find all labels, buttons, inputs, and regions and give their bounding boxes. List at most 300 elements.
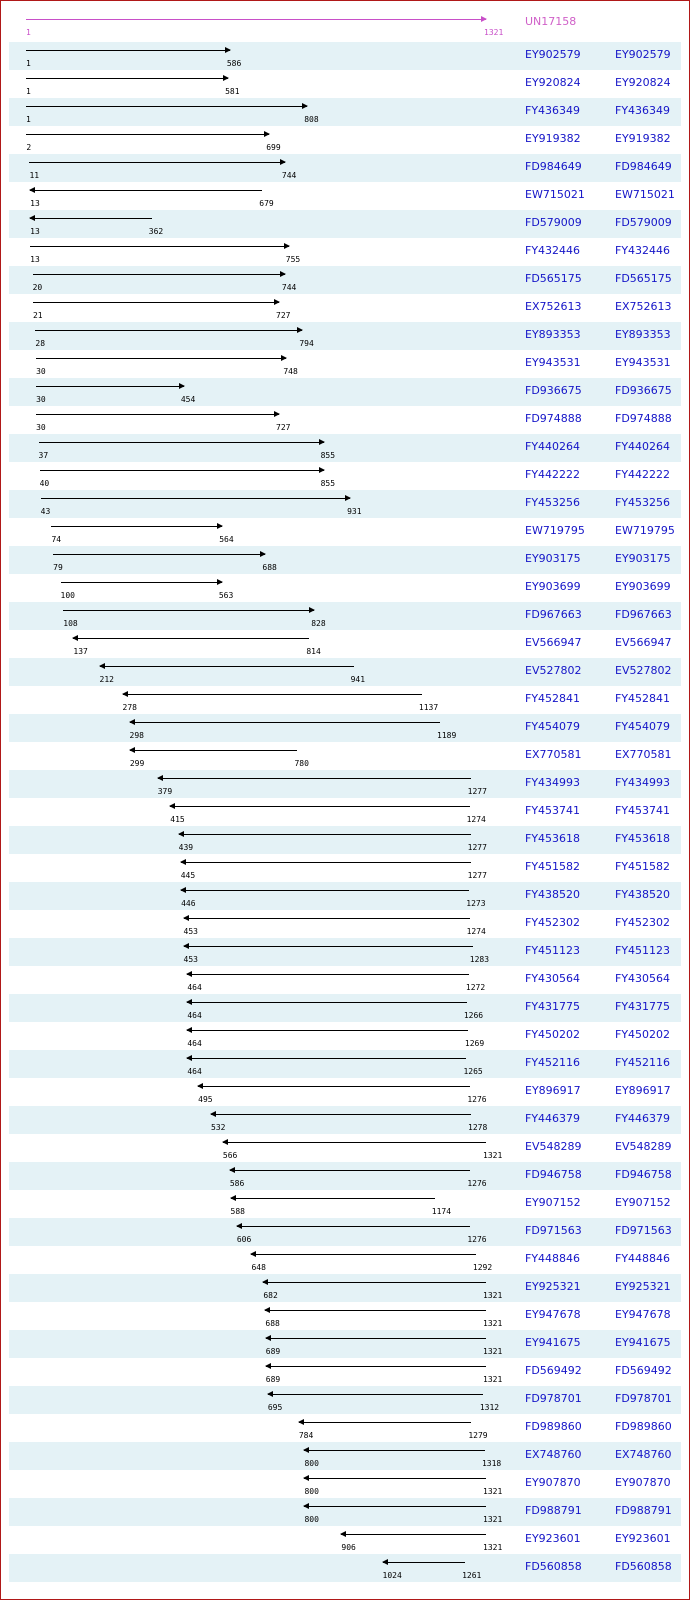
accession-link-secondary[interactable]: FY453256 (615, 496, 671, 509)
accession-link[interactable]: FY434993 (525, 776, 581, 789)
end-position-label: 1276 (467, 1235, 487, 1244)
start-position-label: 800 (304, 1515, 319, 1524)
arrow-left-icon (262, 1279, 268, 1285)
arrow-left-icon (236, 1223, 242, 1229)
accession-link[interactable]: FY454079 (525, 720, 581, 733)
arrow-right-icon (319, 439, 325, 445)
accession-link[interactable]: EV566947 (525, 636, 582, 649)
accession-link-secondary[interactable]: FD967663 (615, 608, 672, 621)
accession-link[interactable]: EY893353 (525, 328, 581, 341)
accession-link-secondary[interactable]: EY923601 (615, 1532, 671, 1545)
start-position-label: 298 (129, 731, 144, 740)
accession-link[interactable]: FY448846 (525, 1252, 581, 1265)
alignment-row (9, 322, 681, 350)
end-position-label: 1273 (466, 899, 486, 908)
accession-link[interactable]: FY436349 (525, 104, 581, 117)
start-position-label: 532 (211, 1123, 226, 1132)
start-position-label: 446 (181, 899, 196, 908)
accession-link[interactable]: FD936675 (525, 384, 582, 397)
accession-link-secondary[interactable]: EY893353 (615, 328, 671, 341)
accession-link[interactable]: EY943531 (525, 356, 581, 369)
alignment-row (9, 910, 681, 938)
end-position-label: 1321 (483, 1319, 503, 1328)
end-position-label: 1276 (467, 1095, 487, 1104)
accession-link-secondary[interactable]: EY943531 (615, 356, 671, 369)
end-position-label: 855 (320, 451, 336, 460)
accession-link[interactable]: FY431775 (525, 1000, 581, 1013)
alignment-bar (130, 750, 298, 751)
start-position-label: 415 (170, 815, 185, 824)
accession-link[interactable]: FD974888 (525, 412, 582, 425)
start-position-label: 566 (222, 1151, 238, 1160)
accession-link[interactable]: FY452116 (525, 1056, 581, 1069)
accession-link[interactable]: FY450202 (525, 1028, 581, 1041)
start-position-label: 439 (178, 843, 194, 852)
start-position-label: 453 (183, 927, 198, 936)
accession-link[interactable]: FD579009 (525, 216, 582, 229)
arrow-left-icon (29, 187, 35, 193)
accession-link-secondary[interactable]: FY446379 (615, 1112, 671, 1125)
reference-start-label: 1 (26, 28, 31, 37)
accession-link-secondary[interactable]: EX752613 (615, 300, 672, 313)
end-position-label: 563 (218, 591, 234, 600)
accession-link-secondary[interactable]: FY430564 (615, 972, 671, 985)
accession-link-secondary[interactable]: FY438520 (615, 888, 671, 901)
start-position-label: 278 (122, 703, 137, 712)
accession-link-secondary[interactable]: FD579009 (615, 216, 672, 229)
start-position-label: 21 (32, 311, 43, 320)
accession-link-secondary[interactable]: FY453618 (615, 832, 671, 845)
arrow-right-icon (274, 411, 280, 417)
alignment-bar (100, 666, 354, 667)
alignment-row (9, 350, 681, 378)
accession-link[interactable]: FY453618 (525, 832, 581, 845)
start-position-label: 11 (29, 171, 40, 180)
accession-link[interactable]: FD967663 (525, 608, 582, 621)
arrow-left-icon (72, 635, 78, 641)
alignment-bar (299, 1422, 472, 1423)
arrow-right-icon (297, 327, 303, 333)
start-position-label: 688 (265, 1319, 280, 1328)
alignment-row (9, 378, 681, 406)
alignment-bar (187, 1030, 468, 1031)
arrow-left-icon (99, 663, 105, 669)
accession-link[interactable]: FY451123 (525, 944, 581, 957)
alignment-row (9, 1302, 681, 1330)
start-position-label: 682 (263, 1291, 278, 1300)
accession-link-secondary[interactable]: FD560858 (615, 1560, 672, 1573)
alignment-bar (36, 414, 279, 415)
alignment-bar (304, 1450, 485, 1451)
accession-link[interactable]: FY432446 (525, 244, 581, 257)
alignment-row (9, 966, 681, 994)
arrow-right-icon (225, 47, 231, 53)
accession-link-secondary[interactable]: FY452841 (615, 692, 671, 705)
alignment-bar (268, 1394, 483, 1395)
alignment-bar (61, 582, 222, 583)
arrow-left-icon (264, 1307, 270, 1313)
accession-link-secondary[interactable]: EW715021 (615, 188, 675, 201)
accession-link[interactable]: EW719795 (525, 524, 585, 537)
accession-link-secondary[interactable]: EV566947 (615, 636, 672, 649)
arrow-left-icon (169, 803, 175, 809)
end-position-label: 1276 (467, 1179, 487, 1188)
arrow-left-icon (129, 747, 135, 753)
alignment-row (9, 686, 681, 714)
alignment-row (9, 1414, 681, 1442)
alignment-bar (170, 806, 469, 807)
accession-link-secondary[interactable]: FD971563 (615, 1224, 672, 1237)
start-position-label: 299 (129, 759, 145, 768)
accession-link-secondary[interactable]: FY436349 (615, 104, 671, 117)
end-position-label: 727 (276, 311, 291, 320)
start-position-label: 588 (230, 1207, 245, 1216)
alignment-bar (181, 890, 469, 891)
reference-row (9, 0, 681, 37)
alignment-bar (33, 302, 279, 303)
start-position-label: 689 (265, 1375, 281, 1384)
alignment-bar (383, 1562, 466, 1563)
accession-link[interactable]: FY438520 (525, 888, 581, 901)
arrow-right-icon (281, 355, 287, 361)
alignment-bar (39, 442, 324, 443)
alignment-bar (265, 1310, 486, 1311)
arrow-left-icon (229, 1167, 235, 1173)
accession-link-secondary[interactable]: FY451582 (615, 860, 671, 873)
arrow-left-icon (29, 215, 35, 221)
alignment-bar (341, 1534, 486, 1535)
end-position-label: 688 (262, 563, 277, 572)
accession-link-secondary[interactable]: FD936675 (615, 384, 672, 397)
arrow-right-icon (309, 607, 315, 613)
accession-link-secondary[interactable]: FD946758 (615, 1168, 672, 1181)
arrow-left-icon (265, 1363, 271, 1369)
accession-link-secondary[interactable]: FD565175 (615, 272, 672, 285)
alignment-row (9, 1078, 681, 1106)
accession-link[interactable]: FY453741 (525, 804, 581, 817)
accession-link-secondary[interactable]: EY920824 (615, 76, 671, 89)
accession-link-secondary[interactable]: FD569492 (615, 1364, 672, 1377)
arrow-left-icon (298, 1419, 304, 1425)
arrow-left-icon (186, 1027, 192, 1033)
accession-link[interactable]: EY896917 (525, 1084, 581, 1097)
end-position-label: 1274 (466, 927, 486, 936)
accession-link[interactable]: EV527802 (525, 664, 582, 677)
start-position-label: 79 (53, 563, 63, 572)
accession-link[interactable]: FY440264 (525, 440, 581, 453)
alignment-row (9, 546, 681, 574)
end-position-label: 1269 (464, 1039, 485, 1048)
accession-link[interactable]: EV548289 (525, 1140, 582, 1153)
start-position-label: 37 (38, 451, 49, 460)
accession-link[interactable]: EW715021 (525, 188, 585, 201)
end-position-label: 1318 (481, 1459, 502, 1468)
start-position-label: 13 (30, 255, 40, 264)
accession-link[interactable]: EX752613 (525, 300, 582, 313)
alignment-bar (40, 470, 324, 471)
arrow-left-icon (382, 1559, 388, 1565)
accession-link-secondary[interactable]: EX748760 (615, 1448, 672, 1461)
accession-link-secondary[interactable]: EW719795 (615, 524, 675, 537)
end-position-label: 941 (350, 675, 366, 684)
accession-link-secondary[interactable]: FY440264 (615, 440, 671, 453)
accession-link[interactable]: EX770581 (525, 748, 582, 761)
accession-link-secondary[interactable]: FY431775 (615, 1000, 671, 1013)
accession-link-secondary[interactable]: EY941675 (615, 1336, 671, 1349)
start-position-label: 13 (30, 199, 40, 208)
end-position-label: 808 (304, 115, 319, 124)
accession-link-secondary[interactable]: EY903699 (615, 580, 671, 593)
accession-link[interactable]: EY947678 (525, 1308, 581, 1321)
accession-link-secondary[interactable]: EV548289 (615, 1140, 672, 1153)
alignment-row (9, 770, 681, 798)
arrow-left-icon (265, 1335, 271, 1341)
alignment-bar (30, 218, 152, 219)
alignment-bar (158, 778, 471, 779)
accession-link-secondary[interactable]: EY925321 (615, 1280, 671, 1293)
accession-link[interactable]: FD978701 (525, 1392, 582, 1405)
accession-link-secondary[interactable]: FD989860 (615, 1420, 672, 1433)
arrow-left-icon (183, 915, 189, 921)
start-position-label: 689 (265, 1347, 281, 1356)
alignment-bar (263, 1282, 486, 1283)
end-position-label: 748 (283, 367, 298, 376)
accession-link-secondary[interactable]: FY451123 (615, 944, 671, 957)
end-position-label: 1312 (479, 1403, 500, 1412)
accession-link[interactable]: EY923601 (525, 1532, 581, 1545)
start-position-label: 800 (304, 1459, 319, 1468)
alignment-bar (123, 694, 422, 695)
end-position-label: 1266 (463, 1011, 484, 1020)
accession-link-secondary[interactable]: FD984649 (615, 160, 672, 173)
accession-link-secondary[interactable]: EY902579 (615, 48, 671, 61)
accession-link[interactable]: FD989860 (525, 1420, 582, 1433)
reference-end-label: 1321 (484, 28, 504, 37)
accession-link-secondary[interactable]: FY434993 (615, 776, 671, 789)
alignment-row (9, 294, 681, 322)
arrow-right-icon (319, 467, 325, 473)
end-position-label: 362 (148, 227, 164, 236)
accession-link[interactable]: FD971563 (525, 1224, 582, 1237)
alignment-row (9, 574, 681, 602)
alignment-row (9, 994, 681, 1022)
arrow-right-icon (274, 299, 280, 305)
alignment-row (9, 1106, 681, 1134)
alignment-bar (51, 526, 222, 527)
alignment-bar (237, 1226, 470, 1227)
arrow-left-icon (186, 1055, 192, 1061)
arrow-left-icon (178, 831, 184, 837)
alignment-row (9, 742, 681, 770)
accession-link-secondary[interactable]: EV527802 (615, 664, 672, 677)
accession-link-secondary[interactable]: FY448846 (615, 1252, 671, 1265)
alignment-bar (187, 974, 469, 975)
arrow-right-icon (481, 16, 487, 22)
accession-link[interactable]: FY452302 (525, 916, 581, 929)
accession-link-secondary[interactable]: FY452302 (615, 916, 671, 929)
end-position-label: 1278 (468, 1123, 488, 1132)
accession-link[interactable]: EY920824 (525, 76, 581, 89)
alignment-bar (73, 638, 309, 639)
alignment-row (9, 434, 681, 462)
accession-link-secondary[interactable]: FY450202 (615, 1028, 671, 1041)
arrow-left-icon (186, 971, 192, 977)
start-position-label: 13 (30, 227, 40, 236)
accession-link-secondary[interactable]: FD974888 (615, 412, 672, 425)
accession-link-secondary[interactable]: EY907152 (615, 1196, 671, 1209)
alignment-row (9, 714, 681, 742)
accession-link[interactable]: FY452841 (525, 692, 581, 705)
start-position-label: 464 (187, 983, 202, 992)
alignment-row (9, 406, 681, 434)
end-position-label: 586 (226, 59, 242, 68)
accession-link-secondary[interactable]: FD978701 (615, 1392, 672, 1405)
accession-link[interactable]: FD984649 (525, 160, 582, 173)
alignment-row (9, 1386, 681, 1414)
accession-link[interactable]: FY451582 (525, 860, 581, 873)
end-position-label: 828 (311, 619, 326, 628)
end-position-label: 727 (276, 423, 291, 432)
alignment-bar (30, 246, 289, 247)
alignment-row (9, 1134, 681, 1162)
alignment-row (9, 1190, 681, 1218)
end-position-label: 794 (299, 339, 314, 348)
alignment-row (9, 938, 681, 966)
start-position-label: 28 (35, 339, 46, 348)
arrow-left-icon (183, 943, 189, 949)
reference-link[interactable]: UN17158 (525, 15, 577, 28)
alignment-row (9, 1442, 681, 1470)
start-position-label: 906 (341, 1543, 356, 1552)
accession-link-secondary[interactable]: EY947678 (615, 1308, 671, 1321)
arrow-left-icon (303, 1503, 309, 1509)
accession-link[interactable]: FY430564 (525, 972, 581, 985)
alignment-row (9, 882, 681, 910)
end-position-label: 1321 (483, 1487, 503, 1496)
accession-link[interactable]: EY941675 (525, 1336, 581, 1349)
accession-link-secondary[interactable]: EY919382 (615, 132, 671, 145)
arrow-left-icon (186, 999, 192, 1005)
accession-link-secondary[interactable]: FY452116 (615, 1056, 671, 1069)
accession-link[interactable]: EY902579 (525, 48, 581, 61)
alignment-bar (251, 1254, 475, 1255)
alignment-bar (181, 862, 471, 863)
accession-link-secondary[interactable]: EY907870 (615, 1476, 671, 1489)
start-position-label: 606 (236, 1235, 252, 1244)
end-position-label: 454 (180, 395, 196, 404)
alignment-bar (230, 1170, 470, 1171)
arrow-right-icon (223, 75, 229, 81)
arrow-left-icon (230, 1195, 236, 1201)
arrow-left-icon (180, 887, 186, 893)
end-position-label: 1277 (467, 871, 487, 880)
start-position-label: 100 (60, 591, 75, 600)
accession-link-secondary[interactable]: FY432446 (615, 244, 671, 257)
alignment-bar (223, 1142, 486, 1143)
end-position-label: 699 (266, 143, 281, 152)
accession-link[interactable]: FD565175 (525, 272, 582, 285)
alignment-row (9, 238, 681, 266)
arrow-right-icon (280, 271, 286, 277)
arrow-right-icon (217, 579, 223, 585)
accession-link-secondary[interactable]: EY903175 (615, 552, 671, 565)
accession-link[interactable]: EY925321 (525, 1280, 581, 1293)
alignment-bar (198, 1086, 470, 1087)
accession-link[interactable]: EY903175 (525, 552, 581, 565)
accession-link[interactable]: FY446379 (525, 1112, 581, 1125)
alignment-row (9, 630, 681, 658)
alignment-bar (41, 498, 350, 499)
alignment-bar (35, 330, 302, 331)
alignment-bar (187, 1002, 466, 1003)
arrow-right-icon (284, 243, 290, 249)
end-position-label: 1321 (483, 1291, 503, 1300)
accession-link-secondary[interactable]: EY896917 (615, 1084, 671, 1097)
alignment-row (9, 154, 681, 182)
accession-link[interactable]: FD569492 (525, 1364, 582, 1377)
alignment-bar (130, 722, 441, 723)
alignment-row (9, 1218, 681, 1246)
alignment-row (9, 266, 681, 294)
start-position-label: 40 (39, 479, 50, 488)
reference-bar (26, 19, 486, 20)
alignment-row (9, 70, 681, 98)
start-position-label: 464 (187, 1011, 202, 1020)
accession-link[interactable]: EX748760 (525, 1448, 582, 1461)
accession-link[interactable]: FY442222 (525, 468, 581, 481)
accession-link[interactable]: FY453256 (525, 496, 581, 509)
start-position-label: 2 (26, 143, 32, 152)
accession-link-secondary[interactable]: EX770581 (615, 748, 672, 761)
accession-link[interactable]: FD988791 (525, 1504, 582, 1517)
start-position-label: 30 (36, 423, 46, 432)
alignment-row (9, 182, 681, 210)
accession-link-secondary[interactable]: FY454079 (615, 720, 671, 733)
end-position-label: 1174 (431, 1207, 452, 1216)
alignment-row (9, 210, 681, 238)
start-position-label: 586 (229, 1179, 245, 1188)
alignment-row (9, 1498, 681, 1526)
start-position-label: 30 (36, 395, 46, 404)
start-position-label: 695 (267, 1403, 283, 1412)
start-position-label: 784 (298, 1431, 314, 1440)
accession-link[interactable]: EY907870 (525, 1476, 581, 1489)
accession-link-secondary[interactable]: FY453741 (615, 804, 671, 817)
accession-link-secondary[interactable]: FD988791 (615, 1504, 672, 1517)
arrow-right-icon (280, 159, 286, 165)
accession-link[interactable]: EY919382 (525, 132, 581, 145)
accession-link[interactable]: EY907152 (525, 1196, 581, 1209)
accession-link[interactable]: EY903699 (525, 580, 581, 593)
alignment-row (9, 854, 681, 882)
accession-link[interactable]: FD946758 (525, 1168, 582, 1181)
arrow-left-icon (180, 859, 186, 865)
arrow-left-icon (340, 1531, 346, 1537)
end-position-label: 744 (281, 283, 297, 292)
arrow-left-icon (157, 775, 163, 781)
alignment-bar (179, 834, 471, 835)
start-position-label: 137 (73, 647, 88, 656)
end-position-label: 1261 (462, 1571, 482, 1580)
arrow-left-icon (210, 1111, 216, 1117)
alignment-row (9, 490, 681, 518)
accession-link-secondary[interactable]: FY442222 (615, 468, 671, 481)
arrow-left-icon (303, 1447, 309, 1453)
alignment-bar (33, 274, 285, 275)
accession-link[interactable]: FD560858 (525, 1560, 582, 1573)
arrow-left-icon (303, 1475, 309, 1481)
end-position-label: 780 (294, 759, 309, 768)
